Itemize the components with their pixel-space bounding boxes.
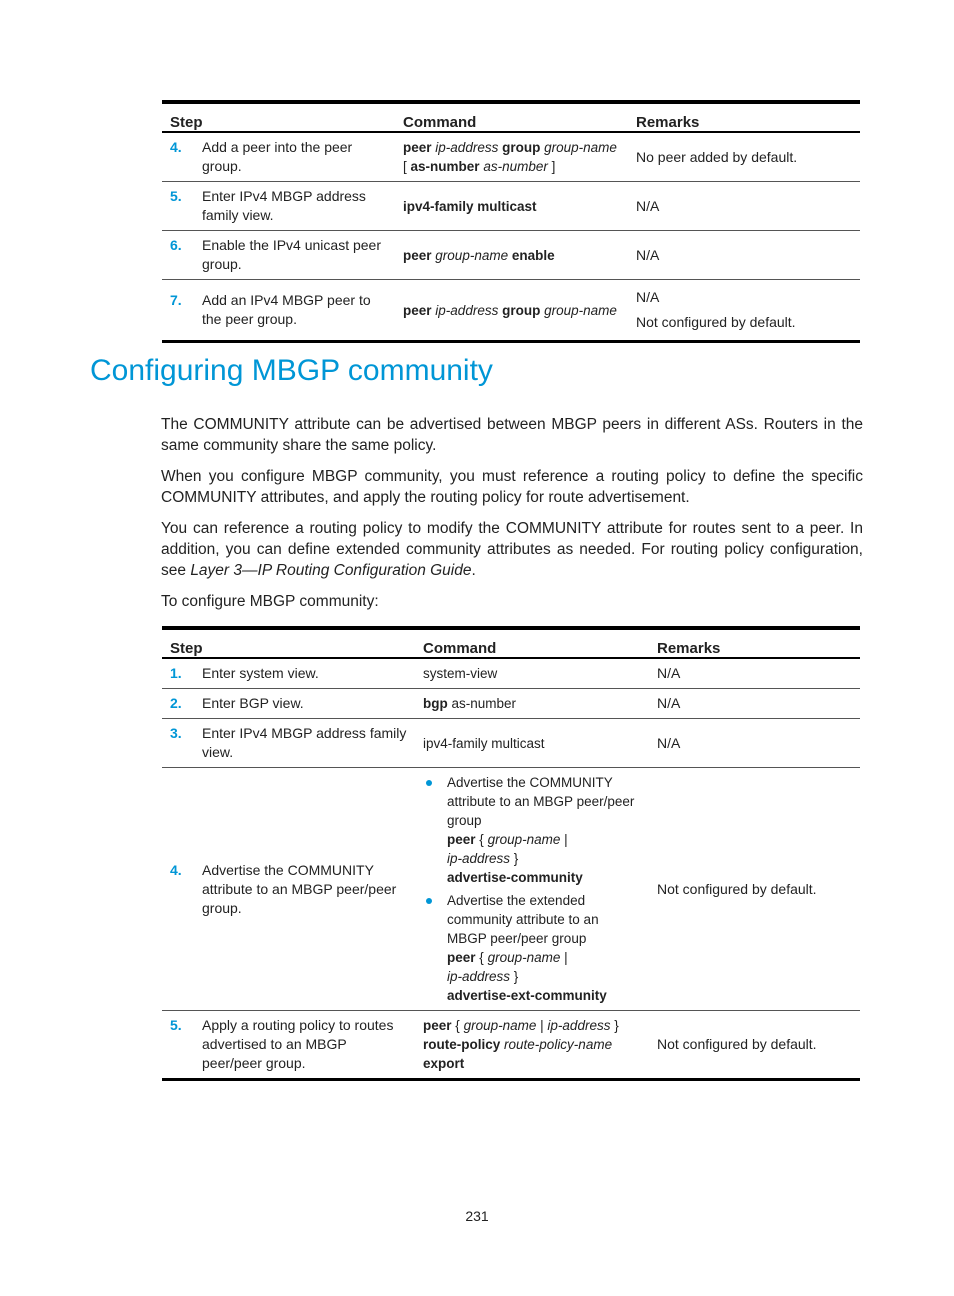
paragraph: To configure MBGP community:	[161, 593, 379, 610]
command-cell: system-view	[415, 658, 649, 689]
header-step: Step	[162, 628, 415, 658]
step-number: 7.	[170, 292, 182, 308]
step-number: 1.	[170, 665, 182, 681]
remarks-cell: N/A Not configured by default.	[628, 280, 860, 342]
step-number: 6.	[170, 237, 182, 253]
command-cell: ipv4-family multicast	[395, 182, 628, 231]
step-text: Advertise the COMMUNITY attribute to an MBGP peer/peer group.	[202, 861, 397, 916]
command-cell: peer { group-name | ip-address } route-policy route-policy-name export	[415, 1011, 649, 1080]
command-cell: peer ip-address group group-name [ as-number as-number ]	[395, 132, 628, 182]
header-remarks: Remarks	[628, 102, 860, 132]
list-item: Advertise the COMMUNITY attribute to an MBGP peer/peer group peer { group-name | ip-address } advertise-community	[447, 773, 641, 887]
command-options-list	[423, 773, 641, 1005]
step-text: Enter IPv4 MBGP address family view.	[202, 188, 366, 223]
table-row	[162, 1011, 860, 1080]
step-text: Enter system view.	[202, 665, 319, 681]
step-text: Enable the IPv4 unicast peer group.	[202, 237, 382, 272]
step-number: 2.	[170, 695, 182, 711]
header-remarks: Remarks	[649, 628, 860, 658]
guide-reference: Layer 3—IP Routing Configuration Guide	[190, 562, 472, 579]
list-item: Advertise the extended community attribute to an MBGP peer/peer group peer { group-name | ip-address } advertise-ext-community	[447, 891, 641, 1005]
table-row	[162, 231, 860, 280]
step-number: 4.	[170, 139, 182, 155]
table-header-row	[162, 102, 860, 132]
table-row	[162, 182, 860, 231]
table-bgp-peer-group	[162, 100, 860, 343]
table-row	[162, 132, 860, 182]
paragraph: The COMMUNITY attribute can be advertised between MBGP peers in different ASs. Routers in the same community share the same policy.	[161, 416, 863, 454]
step-number: 5.	[170, 1017, 182, 1033]
remarks-cell: Not configured by default.	[649, 768, 860, 1011]
step-text: Apply a routing policy to routes advertised to an MBGP peer/peer group.	[202, 1017, 394, 1071]
command-cell: peer ip-address group group-name	[395, 280, 628, 342]
step-number: 3.	[170, 725, 182, 741]
table-row	[162, 280, 860, 342]
table-mbgp-community	[162, 626, 860, 1081]
remarks-cell: No peer added by default.	[628, 132, 860, 182]
table-row	[162, 768, 860, 1011]
remarks-cell: Not configured by default.	[649, 1011, 860, 1080]
command-cell	[415, 768, 649, 1011]
step-text: Add an IPv4 MBGP peer to the peer group.	[202, 292, 371, 327]
section-title: Configuring MBGP community	[90, 354, 493, 387]
remarks-cell: N/A	[628, 182, 860, 231]
paragraph: When you configure MBGP community, you must reference a routing policy to define the specific COMMUNITY attributes, and apply the routing policy for route advertisement.	[161, 468, 863, 506]
remarks-cell: N/A	[628, 231, 860, 280]
paragraph: You can reference a routing policy to modify the COMMUNITY attribute for routes sent to a peer. In addition, you can define extended community attributes as needed. For routing policy configuration, see Layer 3—IP Routing Configuration Guide.	[161, 520, 863, 579]
table-header-row	[162, 628, 860, 658]
step-number: 4.	[170, 861, 182, 878]
step-text: Add a peer into the peer group.	[202, 139, 353, 174]
header-step: Step	[162, 102, 395, 132]
step-number: 5.	[170, 188, 182, 204]
command-cell: bgp as-number	[415, 689, 649, 719]
remarks-cell: N/A	[649, 658, 860, 689]
table-row	[162, 689, 860, 719]
table-row	[162, 719, 860, 768]
command-cell: ipv4-family multicast	[415, 719, 649, 768]
step-text: Enter BGP view.	[202, 695, 304, 711]
header-command: Command	[395, 102, 628, 132]
table-row	[162, 658, 860, 689]
step-text: Enter IPv4 MBGP address family view.	[202, 725, 407, 760]
command-cell: peer group-name enable	[395, 231, 628, 280]
header-command: Command	[415, 628, 649, 658]
remarks-cell: N/A	[649, 719, 860, 768]
page-number: 231	[465, 1208, 489, 1224]
remarks-cell: N/A	[649, 689, 860, 719]
